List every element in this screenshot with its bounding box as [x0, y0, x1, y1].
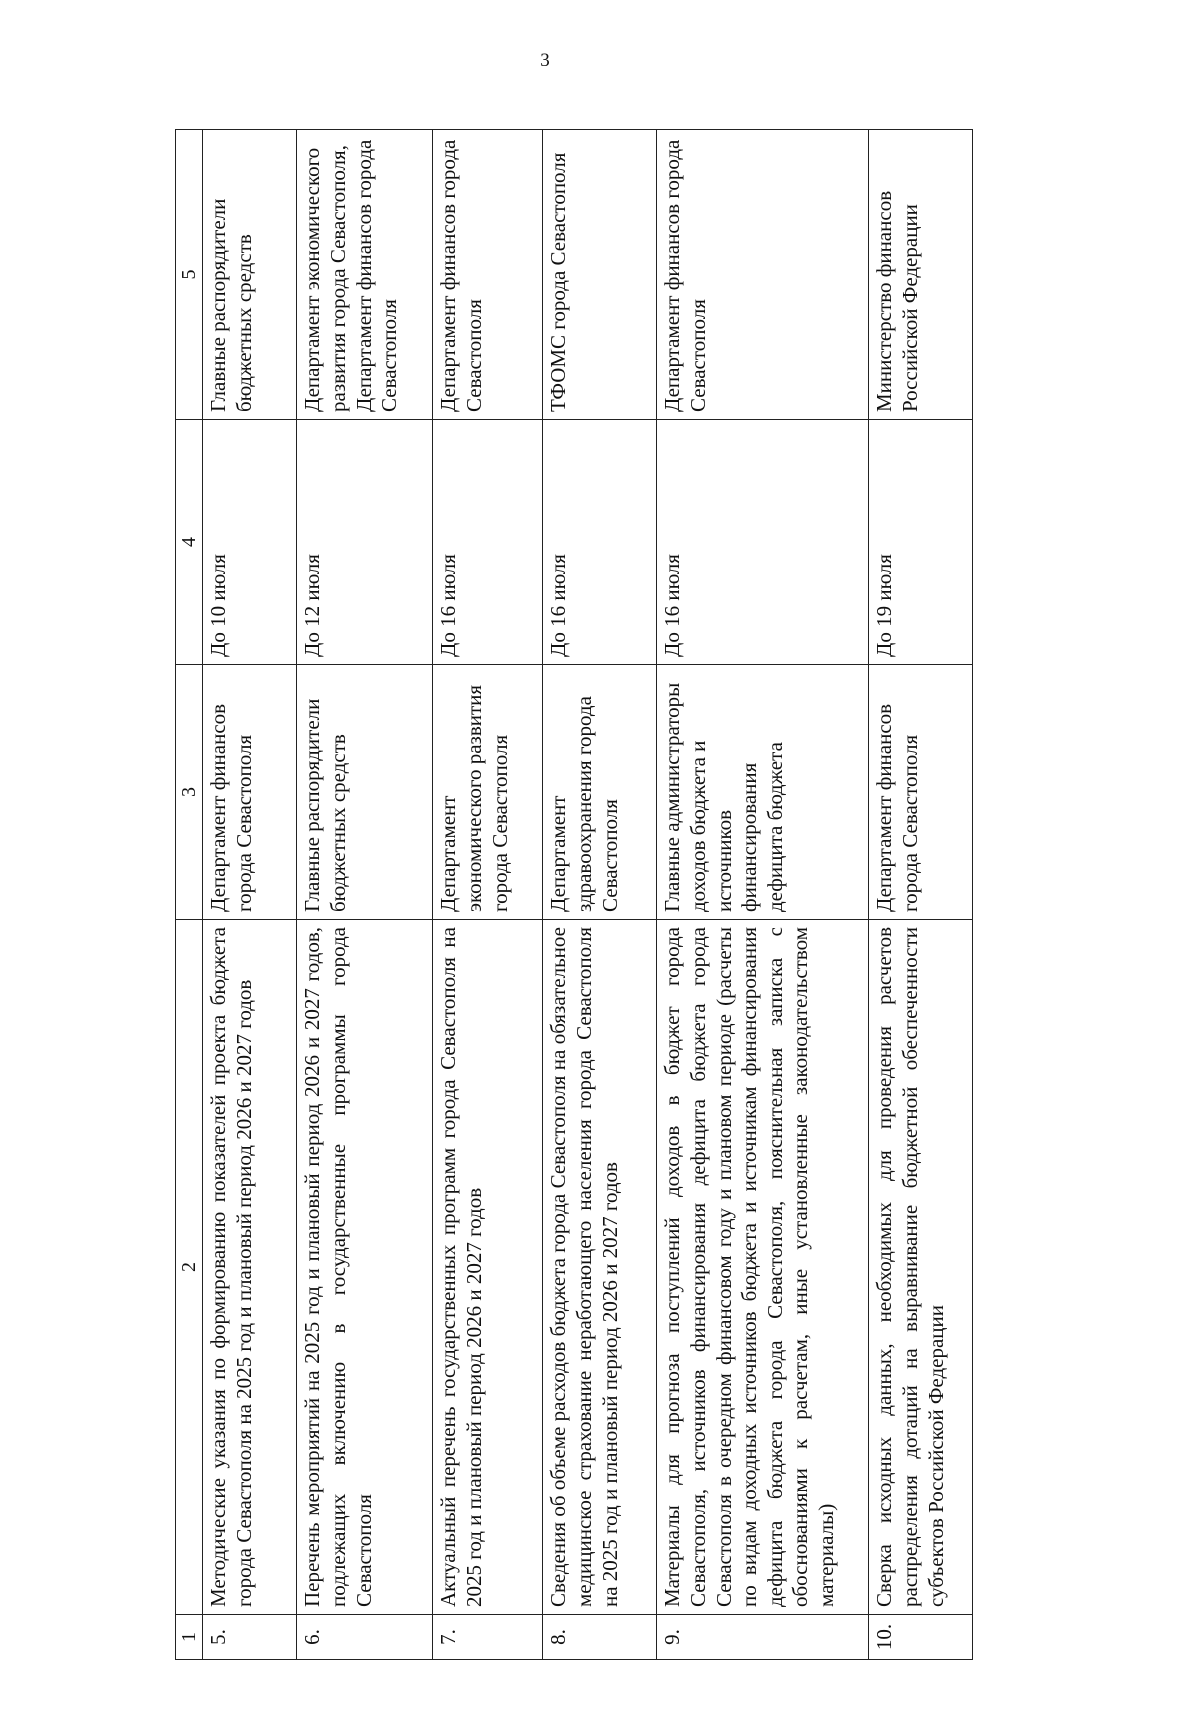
column-header-4: 4 — [176, 420, 203, 665]
row-description: Сведения об объеме расходов бюджета города Севастополя на обязательное медицинское страхование неработающего населения города Севастополя на 2025 год и плановый период 2026 и 2027 годов — [543, 920, 657, 1615]
row-deadline: До 16 июля — [543, 420, 657, 665]
row-recipient: Департамент финансов города Севастополя — [433, 130, 543, 420]
column-header-1: 1 — [176, 1615, 203, 1660]
row-provider: Департамент экономического развития города Севастополя — [433, 665, 543, 920]
row-provider: Главные распорядители бюджетных средств — [297, 665, 433, 920]
row-deadline: До 19 июля — [869, 420, 973, 665]
row-number: 9. — [657, 1615, 869, 1660]
row-description: Материалы для прогноза поступлений доходов в бюджет города Севастополя, источников финансирования дефицита бюджета города Севастополя в очередном финансовом году и плановом периоде (расчеты по видам доходных источников бюджета и источникам финансирования дефицита бюджета города Севастополя, пояснительная записка с обоснованиями к расчетам, иные установленные законодательством материалы) — [657, 920, 869, 1615]
row-number: 6. — [297, 1615, 433, 1660]
row-deadline: До 12 июля — [297, 420, 433, 665]
row-description: Перечень мероприятий на 2025 год и плановый период 2026 и 2027 годов, подлежащих включению в государственные программы города Севастополя — [297, 920, 433, 1615]
row-recipient: Департамент финансов города Севастополя — [657, 130, 869, 420]
row-description: Методические указания по формированию показателей проекта бюджета города Севастополя на 2025 год и плановый период 2026 и 2027 годов — [203, 920, 297, 1615]
table-row — [543, 130, 657, 1660]
row-recipient: ТФОМС города Севастополя — [543, 130, 657, 420]
row-description: Сверка исходных данных, необходимых для проведения расчетов распределения дотаций на выравнивание бюджетной обеспеченности субъектов Российской Федерации — [869, 920, 973, 1615]
column-header-3: 3 — [176, 665, 203, 920]
row-recipient: Главные распорядители бюджетных средств — [203, 130, 297, 420]
column-header-5: 5 — [176, 130, 203, 420]
row-recipient: Министерство финансов Российской Федерации — [869, 130, 973, 420]
row-number: 10. — [869, 1615, 973, 1660]
row-deadline: До 16 июля — [433, 420, 543, 665]
table-row — [657, 130, 869, 1660]
table-row — [203, 130, 297, 1660]
row-deadline: До 16 июля — [657, 420, 869, 665]
row-recipient: Департамент экономического развития города Севастополя, Департамент финансов города Севастополя — [297, 130, 433, 420]
row-provider: Департамент финансов города Севастополя — [869, 665, 973, 920]
row-provider: Департамент здравоохранения города Севастополя — [543, 665, 657, 920]
schedule-table — [175, 129, 973, 1660]
table-row — [297, 130, 433, 1660]
row-number: 5. — [203, 1615, 297, 1660]
row-provider: Департамент финансов города Севастополя — [203, 665, 297, 920]
table-row — [433, 130, 543, 1660]
header-row — [176, 130, 203, 1660]
column-header-2: 2 — [176, 920, 203, 1615]
row-description: Актуальный перечень государственных программ города Севастополя на 2025 год и плановый период 2026 и 2027 годов — [433, 920, 543, 1615]
row-provider: Главные администраторы доходов бюджета и источников финансирования дефицита бюджета — [657, 665, 869, 920]
table-row — [869, 130, 973, 1660]
rotated-table-container — [175, 130, 1200, 1660]
row-deadline: До 10 июля — [203, 420, 297, 665]
row-number: 8. — [543, 1615, 657, 1660]
page-number: 3 — [540, 50, 550, 71]
row-number: 7. — [433, 1615, 543, 1660]
